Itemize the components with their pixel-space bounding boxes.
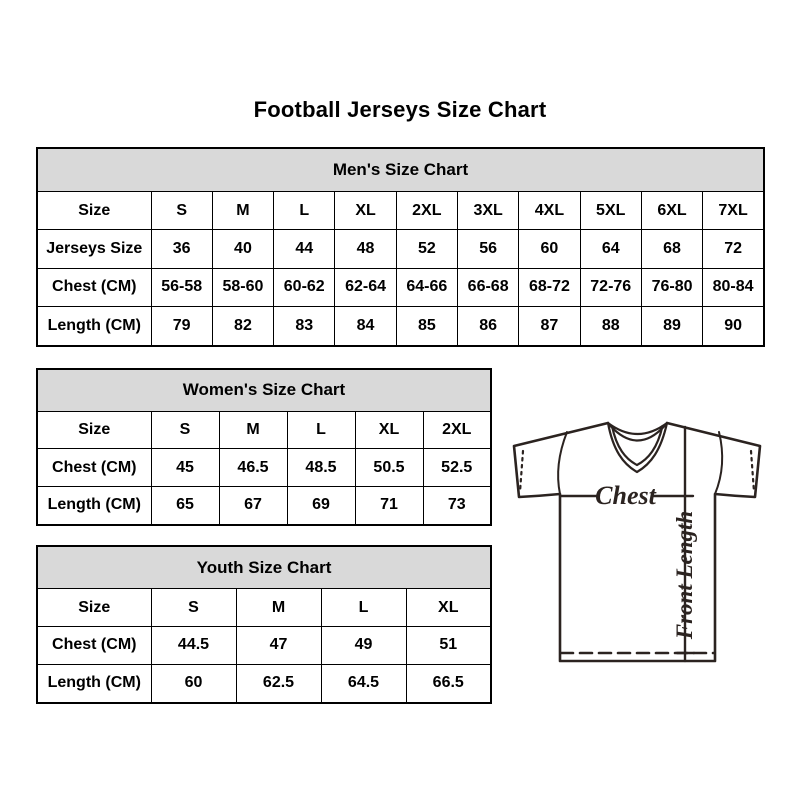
cell-value: 3XL bbox=[457, 191, 518, 229]
women-table-title: Women's Size Chart bbox=[37, 369, 491, 411]
cell-value: 52.5 bbox=[423, 449, 491, 487]
cell-value: 64 bbox=[580, 230, 641, 268]
cell-value: 67 bbox=[219, 486, 287, 525]
men-table-row bbox=[37, 268, 764, 306]
cell-value: 76-80 bbox=[641, 268, 702, 306]
v-neck-collar bbox=[608, 423, 667, 472]
cell-value: 2XL bbox=[423, 411, 491, 449]
cell-value: 85 bbox=[396, 307, 457, 346]
youth-size-table bbox=[36, 545, 492, 704]
row-label: Size bbox=[37, 191, 151, 229]
cell-value: S bbox=[151, 589, 236, 627]
women-table-row bbox=[37, 486, 491, 525]
youth-table-row bbox=[37, 626, 491, 664]
youth-table-row bbox=[37, 589, 491, 627]
youth-table-row bbox=[37, 664, 491, 703]
cell-value: 73 bbox=[423, 486, 491, 525]
front-length-measure-label: Front Length bbox=[672, 510, 697, 640]
cell-value: 65 bbox=[151, 486, 219, 525]
row-label: Chest (CM) bbox=[37, 626, 151, 664]
cell-value: 60 bbox=[151, 664, 236, 703]
cell-value: 44.5 bbox=[151, 626, 236, 664]
row-label: Size bbox=[37, 411, 151, 449]
cell-value: XL bbox=[406, 589, 491, 627]
cell-value: 64-66 bbox=[396, 268, 457, 306]
cell-value: 62.5 bbox=[236, 664, 321, 703]
cell-value: 56 bbox=[457, 230, 518, 268]
women-table-row bbox=[37, 449, 491, 487]
cell-value: 62-64 bbox=[335, 268, 396, 306]
cell-value: 58-60 bbox=[212, 268, 273, 306]
cell-value: 68 bbox=[641, 230, 702, 268]
row-label: Size bbox=[37, 589, 151, 627]
cell-value: 86 bbox=[457, 307, 518, 346]
men-table-row bbox=[37, 191, 764, 229]
right-armhole-seam bbox=[715, 432, 722, 494]
cell-value: XL bbox=[355, 411, 423, 449]
cell-value: L bbox=[274, 191, 335, 229]
chest-measure-label: Chest bbox=[595, 481, 656, 510]
cell-value: XL bbox=[335, 191, 396, 229]
cell-value: 48.5 bbox=[287, 449, 355, 487]
youth-table-title: Youth Size Chart bbox=[37, 546, 491, 589]
cell-value: 71 bbox=[355, 486, 423, 525]
cell-value: 60 bbox=[519, 230, 580, 268]
cell-value: 64.5 bbox=[321, 664, 406, 703]
cell-value: S bbox=[151, 411, 219, 449]
cell-value: 56-58 bbox=[151, 268, 212, 306]
men-table-row bbox=[37, 230, 764, 268]
cell-value: 88 bbox=[580, 307, 641, 346]
men-table-row bbox=[37, 307, 764, 346]
row-label: Jerseys Size bbox=[37, 230, 151, 268]
cell-value: 50.5 bbox=[355, 449, 423, 487]
cell-value: 68-72 bbox=[519, 268, 580, 306]
cell-value: S bbox=[151, 191, 212, 229]
row-label: Chest (CM) bbox=[37, 268, 151, 306]
cell-value: 7XL bbox=[703, 191, 764, 229]
cell-value: 45 bbox=[151, 449, 219, 487]
cell-value: 51 bbox=[406, 626, 491, 664]
row-label: Chest (CM) bbox=[37, 449, 151, 487]
cell-value: 66.5 bbox=[406, 664, 491, 703]
left-armhole-seam bbox=[558, 432, 567, 494]
page-title: Football Jerseys Size Chart bbox=[253, 97, 547, 122]
cell-value: 72 bbox=[703, 230, 764, 268]
left-cuff-dotted-seam bbox=[520, 451, 523, 492]
cell-value: 4XL bbox=[519, 191, 580, 229]
cell-value: 90 bbox=[703, 307, 764, 346]
cell-value: 66-68 bbox=[457, 268, 518, 306]
cell-value: 84 bbox=[335, 307, 396, 346]
cell-value: 2XL bbox=[396, 191, 457, 229]
cell-value: 69 bbox=[287, 486, 355, 525]
cell-value: L bbox=[321, 589, 406, 627]
jersey-measurement-diagram bbox=[503, 413, 775, 675]
row-label: Length (CM) bbox=[37, 664, 151, 703]
cell-value: 5XL bbox=[580, 191, 641, 229]
cell-value: 80-84 bbox=[703, 268, 764, 306]
men-table-title: Men's Size Chart bbox=[37, 148, 764, 191]
mens-size-table bbox=[36, 147, 765, 347]
cell-value: 49 bbox=[321, 626, 406, 664]
cell-value: 87 bbox=[519, 307, 580, 346]
cell-value: 82 bbox=[212, 307, 273, 346]
cell-value: 79 bbox=[151, 307, 212, 346]
cell-value: 36 bbox=[151, 230, 212, 268]
women-table-row bbox=[37, 411, 491, 449]
cell-value: 83 bbox=[274, 307, 335, 346]
cell-value: M bbox=[219, 411, 287, 449]
cell-value: M bbox=[212, 191, 273, 229]
cell-value: 44 bbox=[274, 230, 335, 268]
row-label: Length (CM) bbox=[37, 486, 151, 525]
cell-value: 48 bbox=[335, 230, 396, 268]
cell-value: 52 bbox=[396, 230, 457, 268]
cell-value: 89 bbox=[641, 307, 702, 346]
cell-value: 47 bbox=[236, 626, 321, 664]
row-label: Length (CM) bbox=[37, 307, 151, 346]
womens-size-table bbox=[36, 368, 492, 526]
cell-value: 40 bbox=[212, 230, 273, 268]
cell-value: 6XL bbox=[641, 191, 702, 229]
cell-value: L bbox=[287, 411, 355, 449]
cell-value: 72-76 bbox=[580, 268, 641, 306]
right-cuff-dotted-seam bbox=[751, 451, 754, 492]
cell-value: 60-62 bbox=[274, 268, 335, 306]
cell-value: 46.5 bbox=[219, 449, 287, 487]
cell-value: M bbox=[236, 589, 321, 627]
